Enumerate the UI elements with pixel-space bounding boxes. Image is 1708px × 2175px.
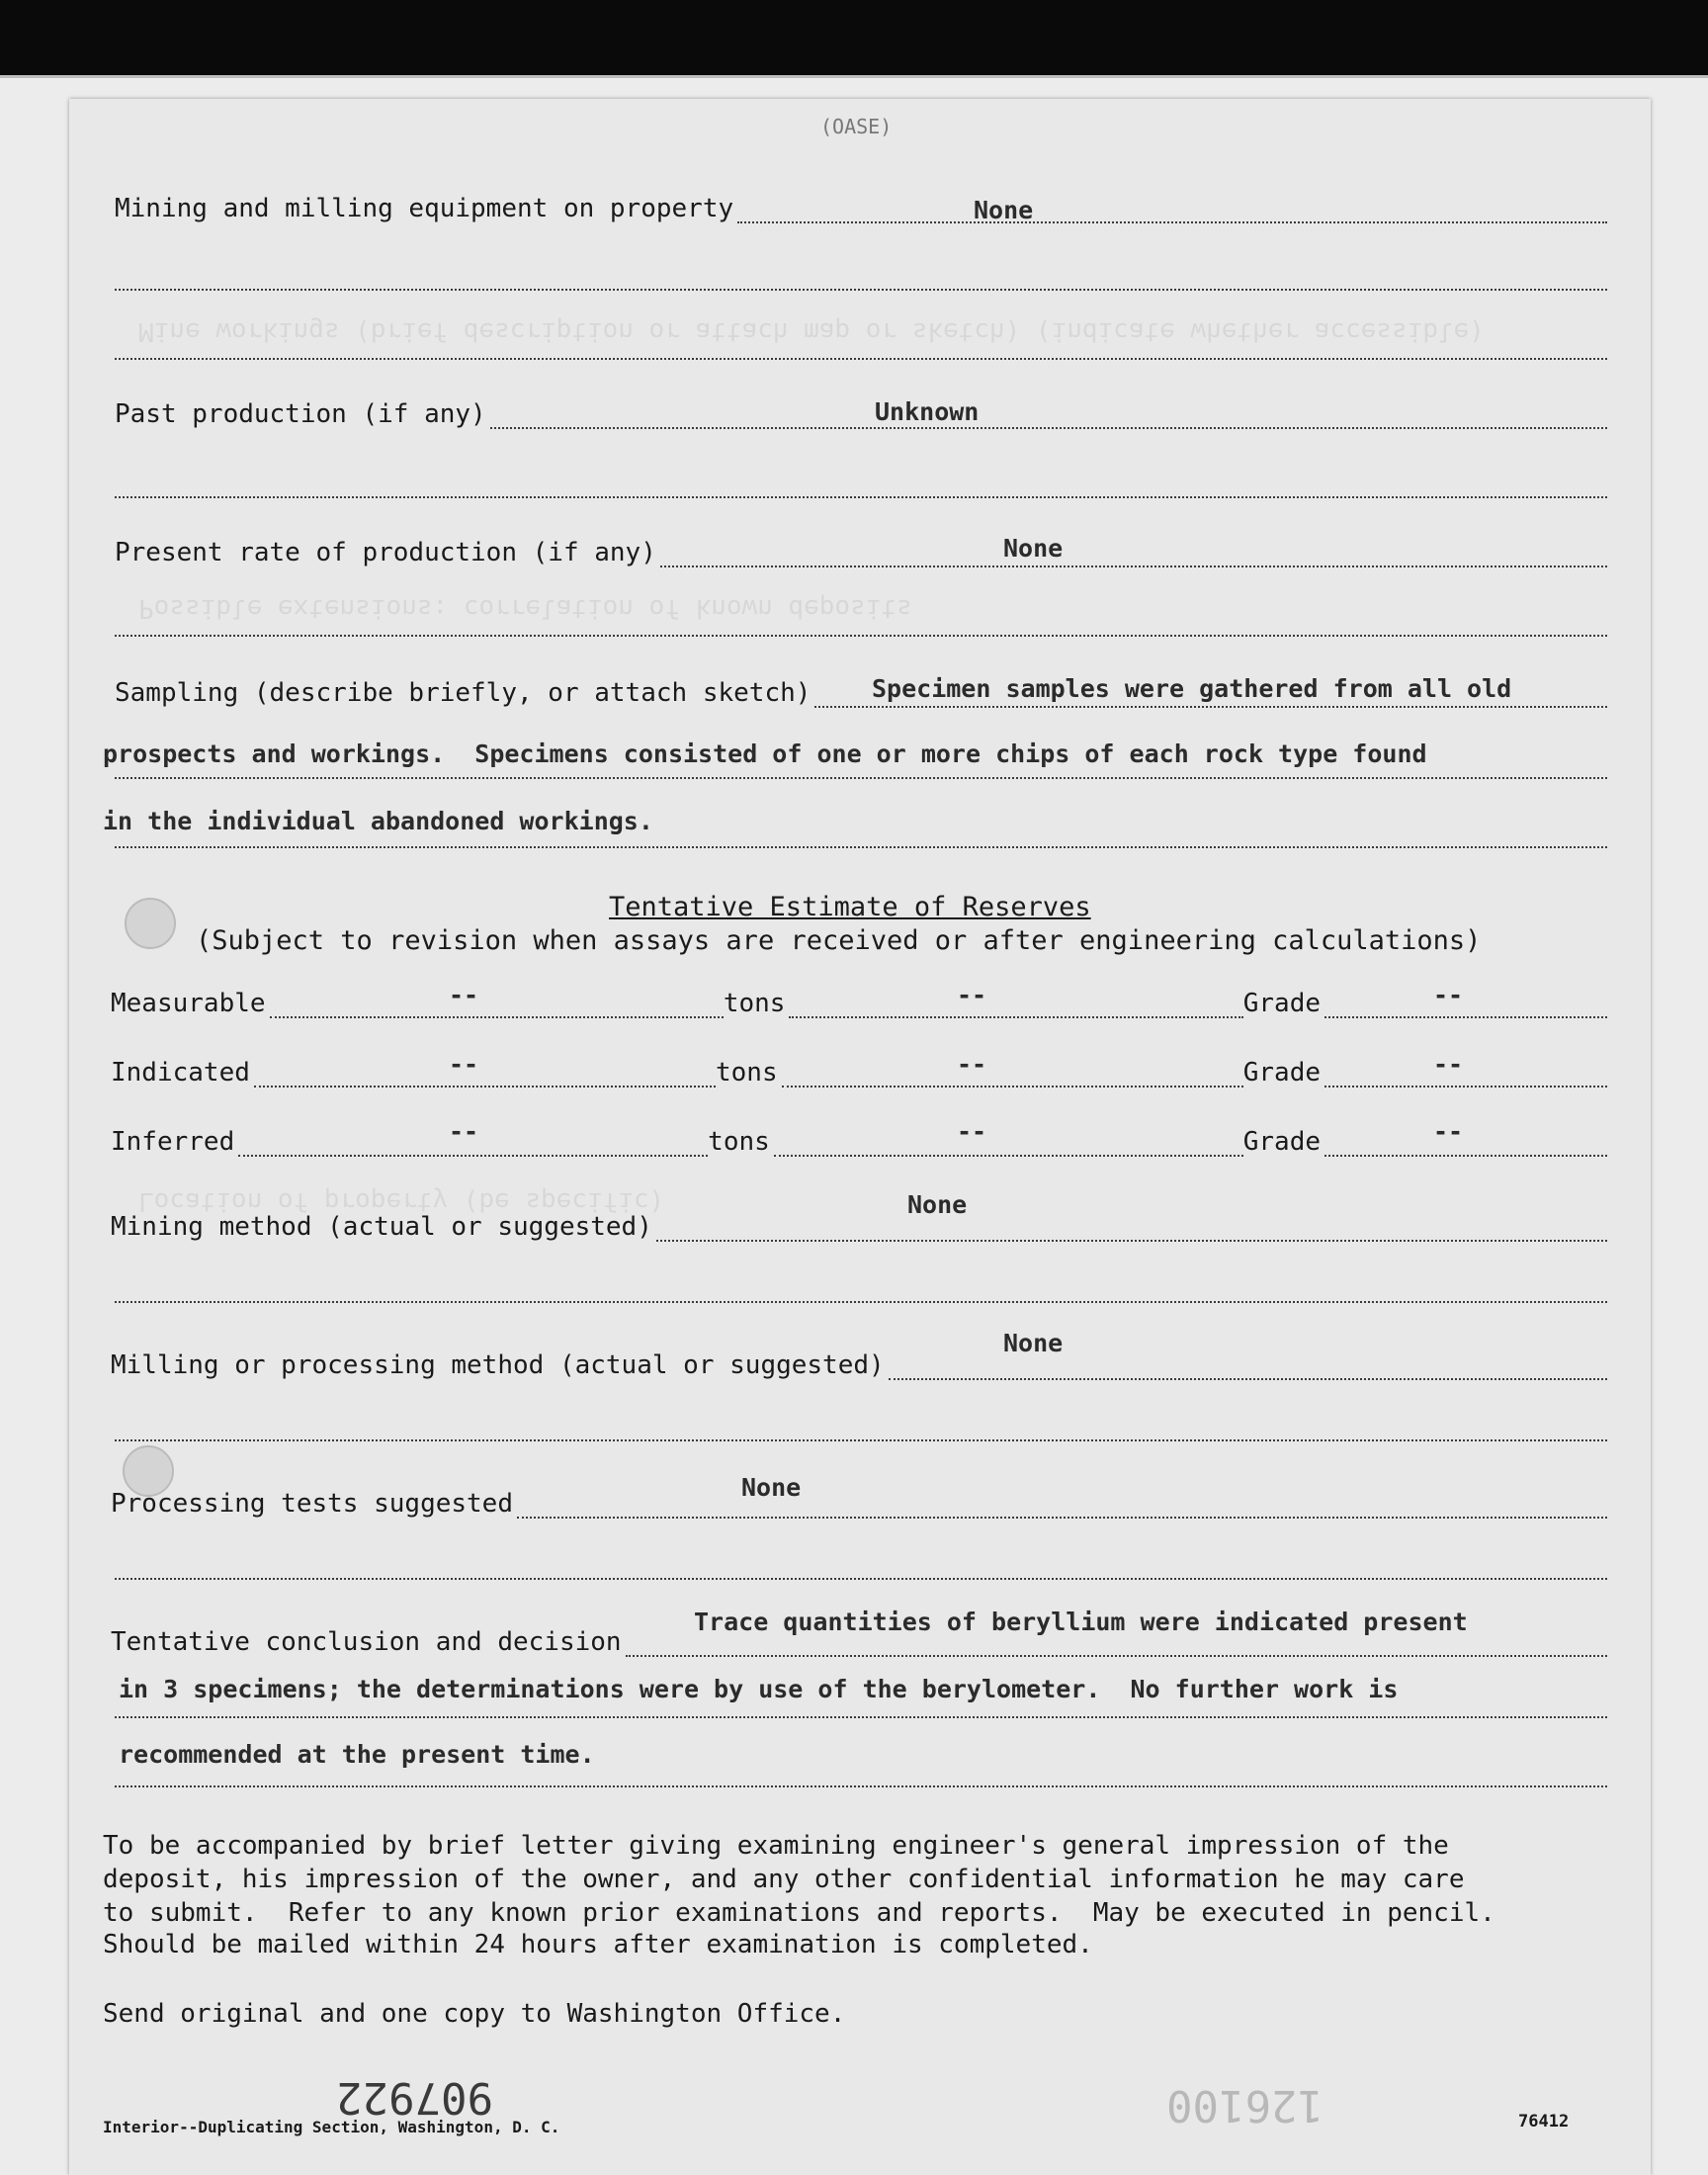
reserves-measurable-grade-field[interactable] xyxy=(1324,993,1607,1018)
present-rate-label: Present rate of production (if any) xyxy=(115,538,656,567)
reserves-inferred-tons-field[interactable] xyxy=(774,1131,1243,1157)
punch-hole-1 xyxy=(125,898,176,949)
reserves-indicated-grade-value: -- xyxy=(1433,1050,1464,1079)
conclusion-label: Tentative conclusion and decision xyxy=(111,1627,622,1657)
top-mark: (OASE) xyxy=(820,115,893,138)
send-original-note: Send original and one copy to Washington Office. xyxy=(103,1999,846,2029)
sampling-label: Sampling (describe briefly, or attach sketch) xyxy=(115,678,811,708)
mining-equipment-field[interactable] xyxy=(737,198,1607,223)
scanner-top-border xyxy=(0,0,1708,78)
sampling-value-line-2: prospects and workings. Specimens consisted of one or more chips of each rock type found xyxy=(103,740,1427,768)
mining-method-value: None xyxy=(907,1190,968,1219)
mining-equipment-value: None xyxy=(974,196,1034,224)
sampling-value-line-1: Specimen samples were gathered from all old xyxy=(872,674,1512,703)
reserves-indicated-row xyxy=(111,1058,1607,1088)
milling-method-value: None xyxy=(1003,1329,1064,1357)
past-production-field[interactable] xyxy=(490,403,1607,429)
reserves-inferred-row xyxy=(111,1127,1607,1157)
milling-method-label: Milling or processing method (actual or suggested) xyxy=(111,1350,885,1380)
form-number: 76412 xyxy=(1518,2112,1570,2132)
mining-method-line-2 xyxy=(115,1301,1607,1303)
present-rate-value: None xyxy=(1003,534,1064,563)
reserves-indicated-tons-value: -- xyxy=(957,1050,987,1079)
milling-method-row xyxy=(111,1350,1607,1380)
reserves-inferred-grade-label: Grade xyxy=(1242,1127,1322,1157)
reserves-inferred-grade-value: -- xyxy=(1433,1117,1464,1146)
processing-tests-row xyxy=(111,1489,1607,1519)
reserves-inferred-label: Inferred xyxy=(111,1127,235,1157)
past-production-row xyxy=(115,399,1607,429)
past-production-label: Past production (if any) xyxy=(115,399,486,429)
processing-tests-line-2 xyxy=(115,1578,1607,1580)
reserves-indicated-tons-field[interactable] xyxy=(782,1062,1243,1088)
conclusion-line-3 xyxy=(115,1785,1607,1787)
reserves-measurable-tons-label: tons xyxy=(723,989,786,1018)
milling-method-field[interactable] xyxy=(889,1354,1607,1380)
instructions-line-3: to submit. Refer to any known prior examinations and reports. May be executed in pencil. xyxy=(103,1898,1495,1928)
mining-equipment-label: Mining and milling equipment on property xyxy=(115,194,734,223)
reserves-indicated-grade-field[interactable] xyxy=(1324,1062,1607,1088)
reserves-measurable-tons-value: -- xyxy=(957,981,987,1009)
reserves-title: Tentative Estimate of Reserves xyxy=(609,892,1091,922)
reserves-subtitle: (Subject to revision when assays are received or after engineering calculations) xyxy=(196,925,1482,956)
reserves-indicated-grade-label: Grade xyxy=(1242,1058,1322,1088)
reserves-measurable-grade-label: Grade xyxy=(1242,989,1322,1018)
mining-equipment-line-3 xyxy=(115,358,1607,360)
reserves-inferred-value: -- xyxy=(449,1117,479,1146)
instructions-line-2: deposit, his impression of the owner, and any other confidential information he may care xyxy=(103,1865,1465,1894)
conclusion-value-line-3: recommended at the present time. xyxy=(119,1740,595,1769)
reserves-indicated-label: Indicated xyxy=(111,1058,250,1088)
instructions-line-4: Should be mailed within 24 hours after examination is completed. xyxy=(103,1930,1093,1959)
conclusion-value-line-2: in 3 specimens; the determinations were by use of the berylometer. No further work is xyxy=(119,1675,1399,1703)
processing-tests-label: Processing tests suggested xyxy=(111,1489,513,1519)
mining-method-field[interactable] xyxy=(656,1216,1607,1242)
past-production-line-2 xyxy=(115,496,1607,498)
mining-equipment-row xyxy=(115,194,1607,223)
bleed-through-1: Mine workings (brief description or attach map or sketch) (indicate whether accessible) xyxy=(138,316,1485,346)
footer-imprint: Interior--Duplicating Section, Washington, D. C. xyxy=(103,2118,560,2136)
processing-tests-field[interactable] xyxy=(517,1493,1607,1519)
present-rate-row xyxy=(115,538,1607,567)
reserves-measurable-row xyxy=(111,989,1607,1018)
reserves-inferred-grade-field[interactable] xyxy=(1324,1131,1607,1157)
bleed-through-2: Possible extensions: correlation of known deposits xyxy=(138,593,912,623)
present-rate-field[interactable] xyxy=(660,542,1607,567)
mining-method-row xyxy=(111,1212,1607,1242)
conclusion-line-2 xyxy=(115,1716,1607,1718)
reserves-indicated-value: -- xyxy=(449,1050,479,1079)
sampling-line-3 xyxy=(115,846,1607,848)
past-production-value: Unknown xyxy=(875,397,980,426)
milling-method-line-2 xyxy=(115,1439,1607,1441)
mining-method-label: Mining method (actual or suggested) xyxy=(111,1212,652,1242)
conclusion-value-line-1: Trace quantities of beryllium were indicated present xyxy=(694,1608,1468,1636)
mining-equipment-line-2 xyxy=(115,289,1607,291)
form-page xyxy=(69,99,1651,2175)
present-rate-line-2 xyxy=(115,635,1607,637)
processing-tests-value: None xyxy=(741,1473,802,1502)
reserves-inferred-tons-value: -- xyxy=(957,1117,987,1146)
sampling-line-2 xyxy=(115,777,1607,779)
reserves-inferred-tons-label: tons xyxy=(708,1127,770,1157)
reserves-measurable-field[interactable] xyxy=(270,993,724,1018)
reserves-measurable-grade-value: -- xyxy=(1433,981,1464,1009)
instructions-line-1: To be accompanied by brief letter giving examining engineer's general impression of the xyxy=(103,1831,1449,1861)
reserves-measurable-label: Measurable xyxy=(111,989,266,1018)
handwritten-number: 907922 xyxy=(336,2072,493,2123)
stamped-number: 126100 xyxy=(1166,2080,1324,2131)
reserves-indicated-tons-label: tons xyxy=(716,1058,778,1088)
reserves-measurable-tons-field[interactable] xyxy=(789,993,1242,1018)
reserves-measurable-value: -- xyxy=(449,981,479,1009)
reserves-indicated-field[interactable] xyxy=(254,1062,716,1088)
bleed-through-3: Location of property (be specific) xyxy=(138,1186,665,1216)
sampling-value-line-3: in the individual abandoned workings. xyxy=(103,807,653,835)
